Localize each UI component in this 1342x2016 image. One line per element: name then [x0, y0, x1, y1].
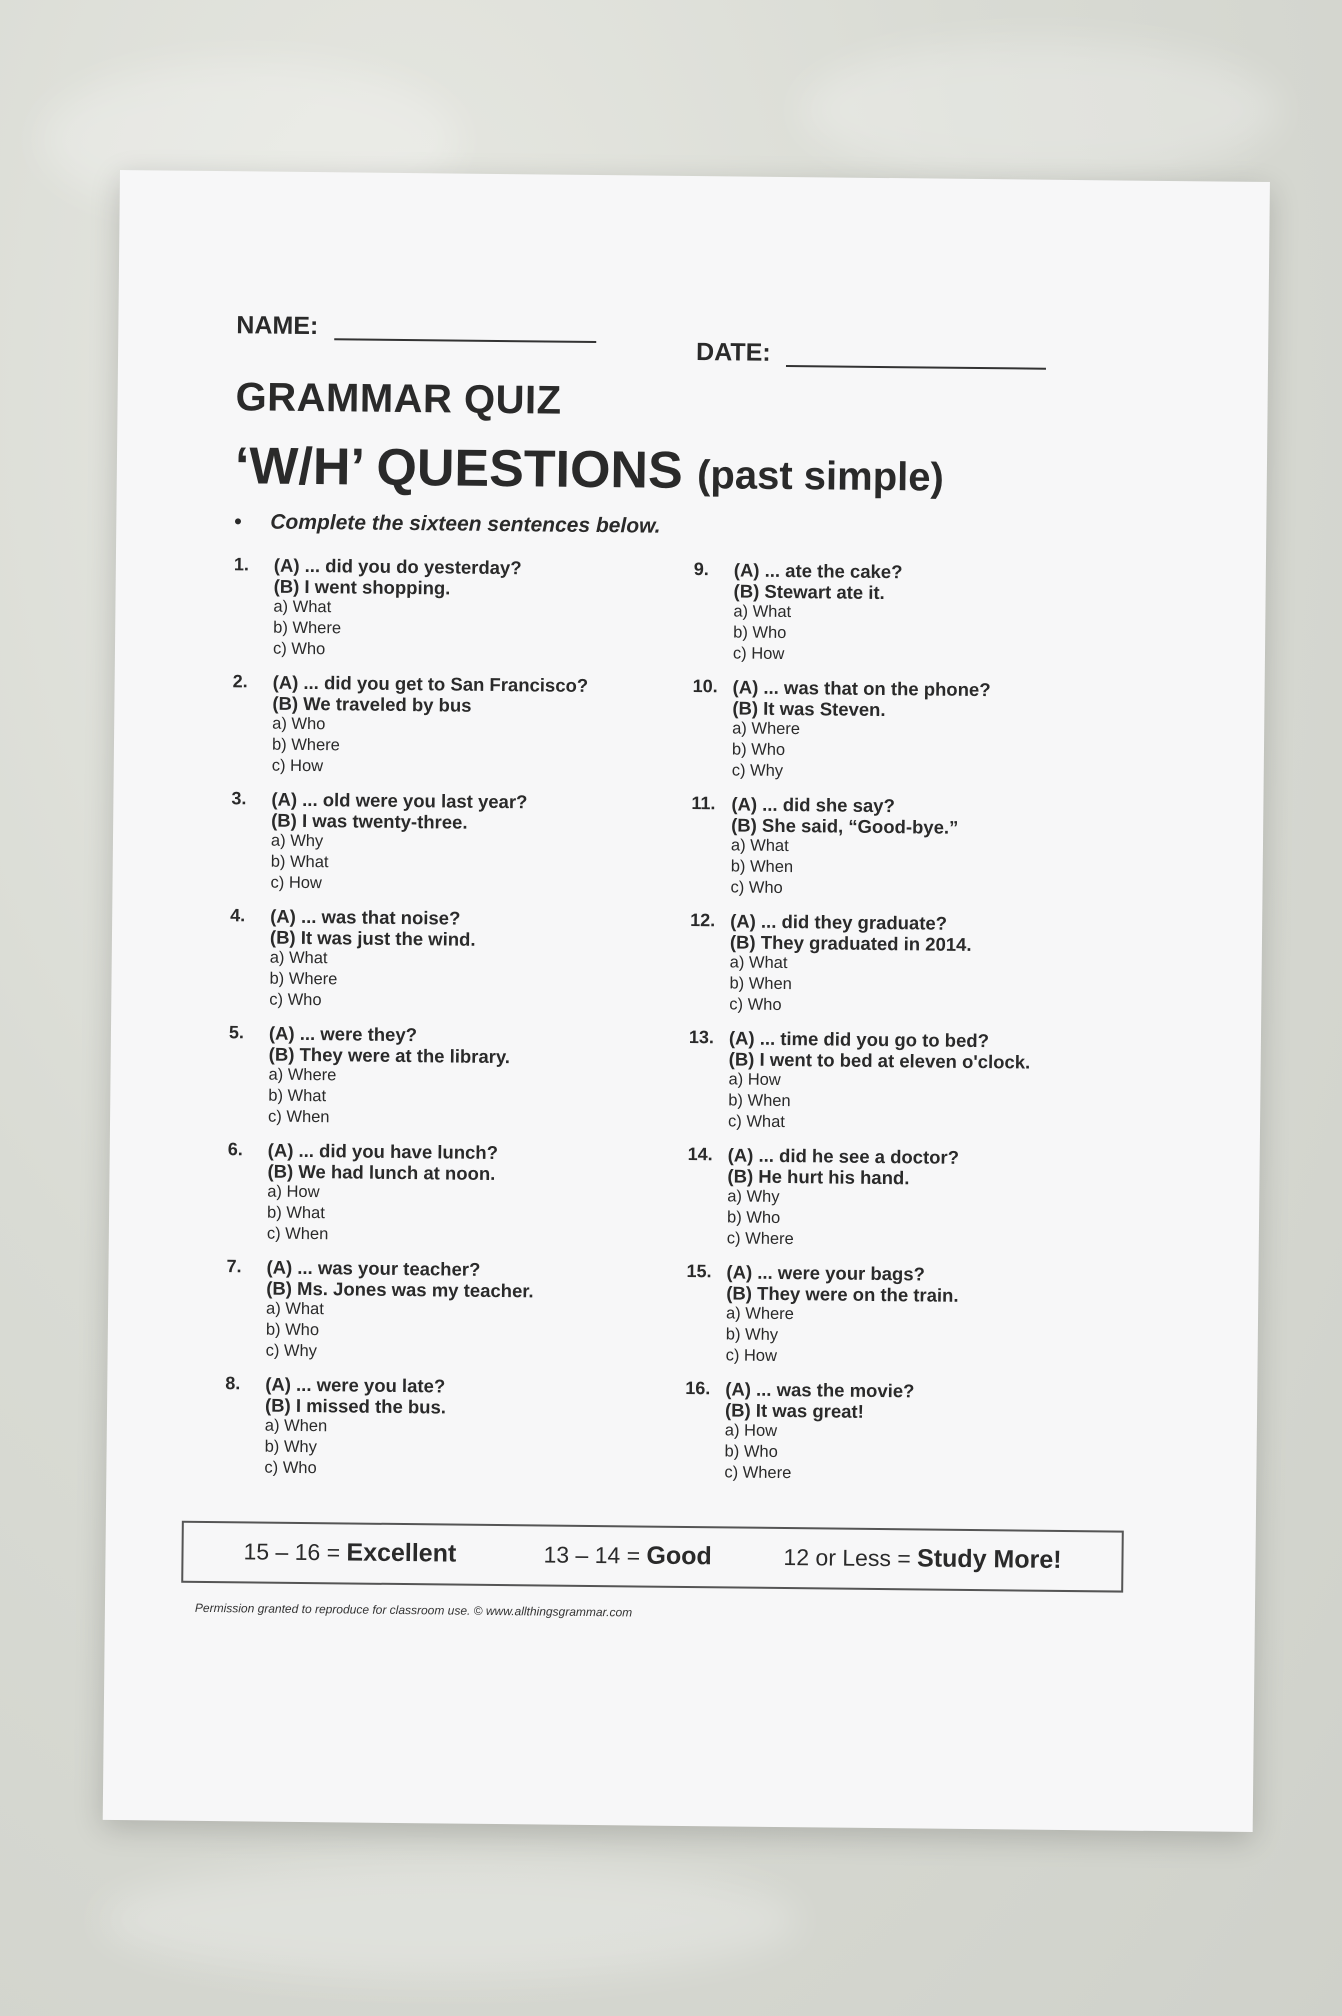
score-good	[543, 1541, 712, 1572]
question-number: 3.	[231, 788, 247, 809]
answer-option: c) Why	[265, 1341, 318, 1361]
question-number: 13.	[688, 1027, 715, 1048]
question-item	[226, 1256, 687, 1366]
answer-option: a) When	[264, 1416, 328, 1436]
answer-option: a) Why	[727, 1187, 780, 1206]
question-answer: (B) Stewart ate it.	[733, 580, 885, 604]
question-prompt: (A) ... were they?	[268, 1022, 418, 1046]
question-number: 4.	[230, 905, 246, 926]
question-item	[690, 793, 1151, 903]
question-number: 10.	[692, 676, 718, 697]
question-answer: (B) It was just the wind.	[269, 926, 476, 950]
question-item	[232, 671, 693, 781]
answer-option: a) Where	[732, 719, 801, 739]
answer-option: c) Who	[729, 995, 782, 1014]
question-number: 2.	[232, 671, 248, 692]
answer-option: c) When	[266, 1224, 329, 1244]
question-answer: (B) We traveled by bus	[272, 692, 472, 716]
question-number: 11.	[691, 793, 716, 814]
date-label: DATE:	[695, 338, 771, 367]
blanket-texture	[800, 40, 1280, 180]
question-prompt: (A) ... was your teacher?	[266, 1256, 481, 1280]
question-answer: (B) We had lunch at noon.	[267, 1160, 496, 1184]
questions-right-column	[684, 559, 1154, 1500]
answer-option: c) How	[725, 1346, 778, 1365]
answer-option: b) Who	[724, 1442, 778, 1461]
answer-option: b) What	[270, 852, 329, 872]
subtitle-main: ‘W/H’ QUESTIONS	[234, 437, 684, 500]
answer-option: b) Who	[265, 1320, 320, 1340]
question-prompt: (A) ... was that on the phone?	[732, 676, 991, 701]
question-number: 5.	[228, 1022, 245, 1043]
scoring-box	[181, 1521, 1124, 1593]
answer-option: b) What	[268, 1086, 327, 1106]
question-prompt: (A) ... did she say?	[731, 793, 895, 817]
question-prompt: (A) ... time did you go to bed?	[728, 1027, 990, 1052]
answer-option: c) Where	[724, 1463, 792, 1483]
blanket-texture	[100, 1860, 800, 1980]
answer-option: b) Where	[271, 735, 340, 755]
answer-option: a) What	[733, 602, 792, 622]
answer-option: b) What	[266, 1203, 325, 1223]
question-answer: (B) She said, “Good-bye.”	[731, 814, 959, 838]
answer-option: a) Where	[268, 1065, 337, 1085]
answer-option: b) Who	[733, 623, 787, 643]
question-answer: (B) It was great!	[724, 1399, 864, 1422]
question-answer: (B) I was twenty-three.	[271, 809, 468, 833]
question-item	[689, 910, 1150, 1020]
quiz-content	[224, 311, 1156, 1500]
answer-option: c) Who	[730, 878, 783, 897]
answer-option: c) Why	[731, 761, 784, 780]
answer-option: c) Who	[269, 990, 322, 1010]
answer-option: c) How	[271, 756, 324, 776]
answer-option: c) Who	[272, 639, 326, 659]
answer-option: a) How	[728, 1070, 781, 1089]
question-item	[693, 559, 1154, 669]
question-prompt: (A) ... did he see a doctor?	[727, 1144, 960, 1168]
answer-option: b) When	[728, 1091, 791, 1111]
question-number: 8.	[225, 1373, 241, 1394]
questions-left-column	[224, 554, 694, 1495]
answer-option: a) Who	[272, 714, 326, 734]
question-item	[224, 1373, 685, 1483]
answer-option: a) Where	[725, 1304, 795, 1324]
question-number: 6.	[227, 1139, 243, 1160]
answer-option: a) How	[724, 1421, 778, 1440]
answer-option: a) What	[730, 836, 789, 856]
questions-area	[224, 554, 1154, 1500]
question-number: 15.	[686, 1260, 712, 1282]
question-number: 7.	[226, 1256, 242, 1277]
bullet-icon: •	[234, 510, 242, 534]
question-number: 9.	[693, 559, 709, 580]
score-range: 12 or Less =	[783, 1544, 911, 1572]
subtitle-paren: (past simple)	[696, 453, 945, 500]
name-field-line	[334, 338, 596, 343]
question-item	[228, 1022, 689, 1132]
quiz-title: GRAMMAR QUIZ	[235, 375, 562, 423]
answer-option: b) Why	[264, 1437, 317, 1457]
question-number: 1.	[233, 554, 249, 575]
question-item	[684, 1378, 1145, 1488]
question-answer: (B) I missed the bus.	[264, 1394, 447, 1418]
score-study	[783, 1543, 1061, 1575]
score-label: Study More!	[916, 1544, 1062, 1574]
score-excellent	[243, 1537, 456, 1568]
question-prompt: (A) ... ate the cake?	[733, 559, 903, 583]
answer-option: b) Who	[726, 1208, 781, 1227]
question-answer: (B) They graduated in 2014.	[729, 931, 972, 955]
score-range: 15 – 16 =	[243, 1538, 341, 1566]
quiz-subtitle	[235, 436, 1156, 506]
name-label: NAME:	[236, 311, 319, 341]
answer-option: c) When	[268, 1107, 330, 1127]
answer-option: b) When	[729, 974, 792, 994]
question-number: 12.	[690, 910, 716, 931]
question-prompt: (A) ... old were you last year?	[271, 788, 528, 813]
question-prompt: (A) ... was that noise?	[270, 905, 461, 929]
question-item	[233, 554, 694, 664]
answer-option: b) Where	[273, 618, 342, 638]
answer-option: c) Where	[726, 1229, 794, 1249]
question-prompt: (A) ... was the movie?	[725, 1378, 915, 1402]
question-item	[692, 676, 1153, 786]
score-range: 13 – 14 =	[543, 1541, 641, 1569]
answer-option: a) How	[267, 1182, 320, 1202]
question-number: 16.	[685, 1377, 711, 1399]
answer-option: b) Where	[269, 969, 338, 989]
question-prompt: (A) ... did you get to San Francisco?	[272, 671, 589, 696]
question-answer: (B) Ms. Jones was my teacher.	[266, 1277, 534, 1302]
question-prompt: (A) ... were you late?	[265, 1373, 446, 1397]
answer-option: a) What	[269, 948, 328, 968]
question-answer: (B) I went to bed at eleven o'clock.	[728, 1048, 1031, 1073]
question-item	[230, 788, 691, 898]
answer-option: c) What	[727, 1112, 786, 1132]
answer-option: c) How	[732, 644, 785, 663]
question-item	[686, 1261, 1147, 1371]
question-item	[688, 1027, 1149, 1137]
quiz-sheet	[103, 170, 1270, 1832]
question-prompt: (A) ... did they graduate?	[730, 910, 948, 934]
score-label: Good	[646, 1541, 712, 1571]
question-answer: (B) They were at the library.	[268, 1043, 511, 1068]
question-answer: (B) He hurt his hand.	[727, 1165, 910, 1189]
question-prompt: (A) ... were your bags?	[726, 1261, 925, 1285]
question-item	[687, 1144, 1148, 1254]
score-label: Excellent	[346, 1538, 457, 1568]
answer-option: a) What	[729, 953, 788, 973]
question-item	[229, 905, 690, 1015]
question-answer: (B) It was Steven.	[732, 697, 886, 721]
answer-option: b) When	[730, 857, 794, 877]
answer-option: b) Why	[725, 1325, 779, 1344]
answer-option: a) Why	[270, 831, 324, 851]
question-item	[227, 1139, 688, 1249]
question-prompt: (A) ... did you have lunch?	[267, 1139, 499, 1164]
instruction-text: Complete the sixteen sentences below.	[270, 510, 661, 538]
answer-option: c) Who	[264, 1458, 317, 1478]
answer-option: b) Who	[731, 740, 786, 759]
permission-footer: Permission granted to reproduce for classroom use. © www.allthingsgrammar.com	[194, 1600, 633, 1620]
answer-option: a) What	[273, 597, 332, 617]
name-date-row	[236, 311, 1157, 381]
answer-option: c) How	[270, 873, 322, 893]
instructions	[234, 510, 1154, 544]
question-answer: (B) I went shopping.	[273, 575, 451, 599]
answer-option: a) What	[265, 1299, 324, 1319]
date-field-line	[786, 365, 1046, 370]
question-prompt: (A) ... did you do yesterday?	[273, 554, 522, 579]
question-answer: (B) They were on the train.	[726, 1282, 959, 1306]
question-number: 14.	[687, 1143, 713, 1165]
